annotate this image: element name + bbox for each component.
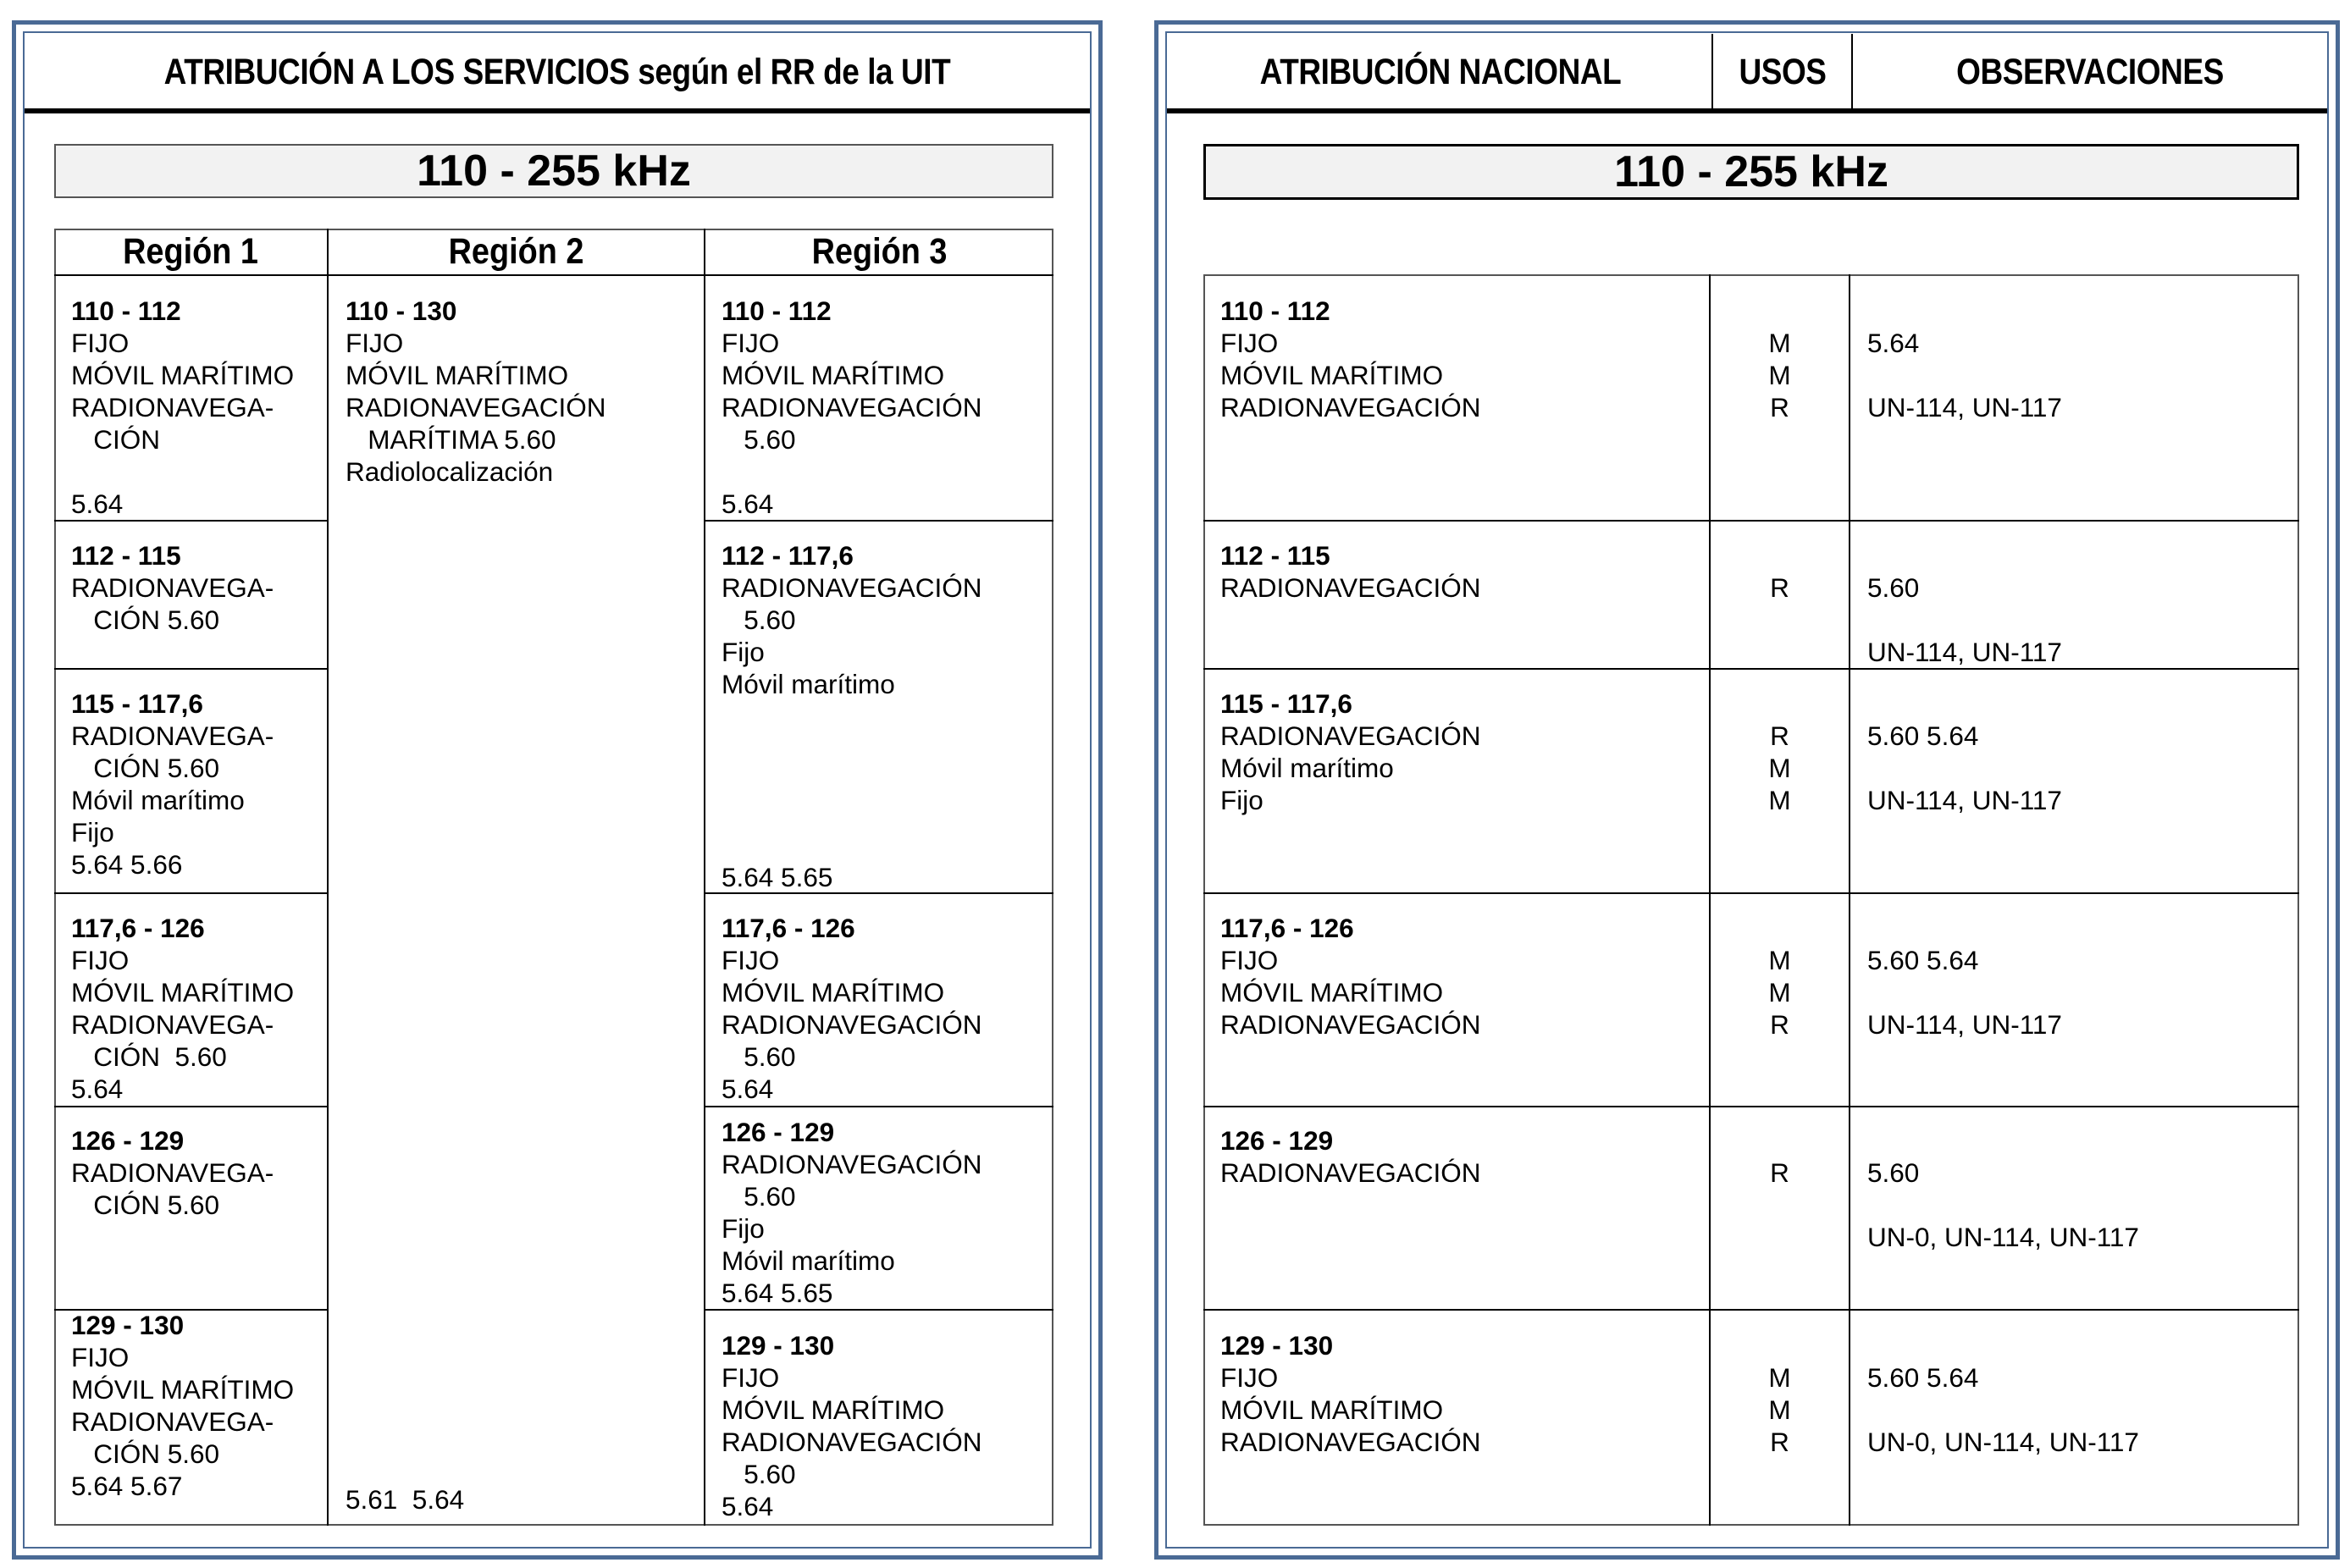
service-line: Móvil marítimo xyxy=(71,785,245,815)
obs-line xyxy=(1867,752,2291,784)
observaciones-cell xyxy=(1867,720,2291,816)
band-range: 117,6 - 126 xyxy=(1220,913,1354,943)
footnote: 5.64 xyxy=(722,489,774,519)
service-line: Fijo xyxy=(722,637,765,667)
service-line: MARÍTIMA 5.60 xyxy=(346,424,556,455)
service-line: MÓVIL MARÍTIMO xyxy=(722,360,945,390)
service-line: MÓVIL MARÍTIMO xyxy=(722,1394,945,1425)
national-allocation-header: ATRIBUCIÓN NACIONAL xyxy=(1259,51,1622,92)
service-line: 5.64 5.66 xyxy=(71,849,183,880)
usos-value: M xyxy=(1768,1362,1791,1393)
national-row-129-130 xyxy=(1220,1329,1703,1458)
r1-cell-112-115 xyxy=(71,539,325,636)
r3-row-rule xyxy=(704,1309,1053,1311)
usos-value: M xyxy=(1768,977,1791,1008)
service-line: CIÓN 5.60 xyxy=(71,1438,220,1469)
r3-cell-129-130 xyxy=(722,1329,1052,1522)
obs-line xyxy=(1867,1189,2291,1221)
band-range: 110 - 130 xyxy=(346,295,457,326)
obs-line: 5.60 xyxy=(1867,572,1920,603)
r1-cell-129-130 xyxy=(71,1309,325,1502)
usos-value: R xyxy=(1770,721,1789,751)
usos-cell xyxy=(1711,944,1849,1041)
obs-line xyxy=(1867,1394,2291,1426)
service-line: Radiolocalización xyxy=(346,456,554,487)
obs-line xyxy=(1867,976,2291,1008)
usos-value: R xyxy=(1770,572,1789,603)
observaciones-cell xyxy=(1867,327,2291,423)
usos-value: R xyxy=(1770,1157,1789,1188)
obs-line xyxy=(1867,359,2291,391)
service-line: MÓVIL MARÍTIMO xyxy=(722,977,945,1008)
national-row-117-6-126 xyxy=(1220,912,1703,1041)
service-line: Móvil marítimo xyxy=(722,669,895,699)
usos-header: USOS xyxy=(1739,51,1827,92)
service-line: FIJO xyxy=(71,945,130,975)
obs-line: 5.60 xyxy=(1867,1157,1920,1188)
national-row-112-115 xyxy=(1220,539,1703,604)
service-line: RADIONAVEGA- xyxy=(71,1157,274,1188)
band-range: 110 - 112 xyxy=(1220,295,1330,326)
observaciones-cell xyxy=(1867,571,2291,668)
service-line: RADIONAVEGACIÓN xyxy=(722,1149,982,1179)
usos-value: M xyxy=(1768,945,1791,975)
usos-value: M xyxy=(1768,753,1791,783)
service-line: RADIONAVEGA- xyxy=(71,1009,274,1040)
r1-row-rule xyxy=(54,668,327,670)
service-line: 5.60 xyxy=(722,1459,796,1489)
service-line: FIJO xyxy=(722,328,780,358)
service-line: MÓVIL MARÍTIMO xyxy=(1220,977,1444,1008)
obs-line: 5.60 5.64 xyxy=(1867,945,1979,975)
usos-value: R xyxy=(1770,392,1789,422)
service-line: 5.60 xyxy=(722,1181,796,1212)
service-line: MÓVIL MARÍTIMO xyxy=(71,1374,295,1405)
r1-cell-110-112 xyxy=(71,295,325,520)
obs-line: 5.64 xyxy=(1867,328,1920,358)
region-1-header: Región 1 xyxy=(123,230,258,272)
band-range: 129 - 130 xyxy=(722,1330,835,1361)
obs-line: UN-0, UN-114, UN-117 xyxy=(1867,1222,2139,1252)
obs-line: UN-114, UN-117 xyxy=(1867,785,2062,815)
service-line: CIÓN 5.60 xyxy=(71,605,220,635)
r2-cell-110-130 xyxy=(346,295,701,1514)
service-line: 5.64 5.65 xyxy=(722,1278,833,1308)
band-range: 129 - 130 xyxy=(71,1310,185,1340)
usos-cell xyxy=(1711,720,1849,816)
service-line: FIJO xyxy=(1220,1362,1279,1393)
usos-cell xyxy=(1711,1361,1849,1458)
national-row-115-117-6 xyxy=(1220,687,1703,816)
service-line: 5.64 xyxy=(722,1491,774,1521)
national-row-rule xyxy=(1203,668,2299,670)
service-line: 5.60 xyxy=(722,605,796,635)
national-row-rule xyxy=(1203,892,2299,894)
band-range: 117,6 - 126 xyxy=(71,913,205,943)
service-line: RADIONAVEGACIÓN xyxy=(1220,721,1481,751)
r1-cell-115-117-6 xyxy=(71,687,325,881)
national-row-rule xyxy=(1203,1309,2299,1311)
obs-line: UN-114, UN-117 xyxy=(1867,637,2062,667)
band-range: 110 - 112 xyxy=(722,295,832,326)
service-line: CIÓN xyxy=(71,424,161,455)
service-line: FIJO xyxy=(346,328,404,358)
band-range: 115 - 117,6 xyxy=(1220,688,1352,719)
national-row-110-112 xyxy=(1220,295,1703,423)
service-line: RADIONAVEGACIÓN xyxy=(1220,572,1481,603)
region-col-divider-2 xyxy=(704,229,705,1526)
service-line: MÓVIL MARÍTIMO xyxy=(1220,1394,1444,1425)
service-line: 5.60 xyxy=(722,424,796,455)
usos-value: M xyxy=(1768,360,1791,390)
footnote: 5.64 xyxy=(71,489,124,519)
service-line: Fijo xyxy=(722,1213,765,1244)
service-line: FIJO xyxy=(1220,945,1279,975)
r1-row-rule xyxy=(54,520,327,522)
service-line: CIÓN 5.60 xyxy=(71,753,220,783)
observaciones-cell xyxy=(1867,1361,2291,1458)
national-row-rule xyxy=(1203,1106,2299,1107)
itu-allocation-header: ATRIBUCIÓN A LOS SERVICIOS según el RR de la UIT xyxy=(163,51,951,92)
band-range: 117,6 - 126 xyxy=(722,913,855,943)
service-line: Fijo xyxy=(1220,785,1263,815)
service-line: FIJO xyxy=(71,1342,130,1372)
obs-line: 5.60 5.64 xyxy=(1867,1362,1979,1393)
region-2-header: Región 2 xyxy=(448,230,584,272)
service-line: RADIONAVEGACIÓN xyxy=(722,572,982,603)
region-header-rule xyxy=(54,274,1053,276)
usos-value: M xyxy=(1768,328,1791,358)
left-band-title: 110 - 255 kHz xyxy=(54,144,1053,198)
service-line: MÓVIL MARÍTIMO xyxy=(1220,360,1444,390)
band-range: 112 - 115 xyxy=(1220,540,1330,571)
band-range: 129 - 130 xyxy=(1220,1330,1334,1361)
band-range: 112 - 117,6 xyxy=(722,540,854,571)
usos-value: R xyxy=(1770,1009,1789,1040)
service-line: Móvil marítimo xyxy=(722,1245,895,1276)
national-col-divider xyxy=(1709,274,1711,1526)
obs-line: UN-0, UN-114, UN-117 xyxy=(1867,1427,2139,1457)
national-row-126-129 xyxy=(1220,1124,1703,1189)
header-divider xyxy=(1711,34,1713,110)
r1-cell-117-6-126 xyxy=(71,912,325,1105)
usos-value: M xyxy=(1768,1394,1791,1425)
service-line: 5.64 xyxy=(71,1074,124,1104)
service-line: RADIONAVEGA- xyxy=(71,1406,274,1437)
r3-cell-117-6-126 xyxy=(722,912,1052,1105)
service-line: CIÓN 5.60 xyxy=(71,1190,220,1220)
band-range: 115 - 117,6 xyxy=(71,688,203,719)
right-band-title: 110 - 255 kHz xyxy=(1203,144,2299,200)
national-col-divider xyxy=(1849,274,1850,1526)
r3-cell-126-129 xyxy=(722,1116,1052,1309)
service-line: MÓVIL MARÍTIMO xyxy=(71,977,295,1008)
service-line: FIJO xyxy=(722,945,780,975)
left-header-rule xyxy=(25,108,1090,113)
service-line: FIJO xyxy=(71,328,130,358)
footnote: 5.61 5.64 xyxy=(346,1484,465,1515)
service-line: RADIONAVEGACIÓN xyxy=(1220,1157,1481,1188)
service-line: 5.64 xyxy=(722,1074,774,1104)
service-line: CIÓN 5.60 xyxy=(71,1041,227,1072)
observaciones-header: OBSERVACIONES xyxy=(1956,51,2224,92)
service-line: MÓVIL MARÍTIMO xyxy=(71,360,295,390)
service-line: RADIONAVEGACIÓN xyxy=(1220,1427,1481,1457)
band-range: 126 - 129 xyxy=(1220,1125,1334,1156)
service-line: RADIONAVEGA- xyxy=(71,392,274,422)
service-line: MÓVIL MARÍTIMO xyxy=(346,360,569,390)
region-3-header: Región 3 xyxy=(811,230,948,272)
observaciones-cell xyxy=(1867,944,2291,1041)
right-header-rule xyxy=(1167,108,2327,113)
footnote: 5.64 5.65 xyxy=(722,862,833,892)
service-line: RADIONAVEGACIÓN xyxy=(722,1427,982,1457)
national-row-rule xyxy=(1203,520,2299,522)
r3-cell-112-117-6 xyxy=(722,539,1052,892)
usos-cell xyxy=(1711,327,1849,423)
band-range: 126 - 129 xyxy=(722,1117,835,1147)
usos-cell xyxy=(1711,1157,1849,1189)
r1-row-rule xyxy=(54,1106,327,1107)
r1-cell-126-129 xyxy=(71,1124,325,1221)
region-col-divider-1 xyxy=(327,229,329,1526)
service-line: RADIONAVEGACIÓN xyxy=(722,392,982,422)
band-range: 126 - 129 xyxy=(71,1125,185,1156)
service-line: RADIONAVEGACIÓN xyxy=(1220,392,1481,422)
band-range: 112 - 115 xyxy=(71,540,181,571)
header-divider xyxy=(1851,34,1853,110)
band-range: 110 - 112 xyxy=(71,295,181,326)
service-line: Móvil marítimo xyxy=(1220,753,1394,783)
r3-row-rule xyxy=(704,1106,1053,1107)
service-line: FIJO xyxy=(722,1362,780,1393)
usos-value: M xyxy=(1768,785,1791,815)
usos-cell xyxy=(1711,571,1849,604)
r3-row-rule xyxy=(704,520,1053,522)
obs-line: UN-114, UN-117 xyxy=(1867,1009,2062,1040)
r3-cell-110-112 xyxy=(722,295,1052,520)
obs-line: 5.60 5.64 xyxy=(1867,721,1979,751)
service-line: RADIONAVEGACIÓN xyxy=(1220,1009,1481,1040)
observaciones-cell xyxy=(1867,1157,2291,1253)
service-line: Fijo xyxy=(71,817,114,847)
obs-line: UN-114, UN-117 xyxy=(1867,392,2062,422)
service-line: 5.60 xyxy=(722,1041,796,1072)
obs-line xyxy=(1867,604,2291,636)
service-line: RADIONAVEGA- xyxy=(71,572,274,603)
service-line: RADIONAVEGACIÓN xyxy=(346,392,606,422)
usos-value: R xyxy=(1770,1427,1789,1457)
r1-row-rule xyxy=(54,892,327,894)
service-line: 5.64 5.67 xyxy=(71,1471,183,1501)
service-line: RADIONAVEGACIÓN xyxy=(722,1009,982,1040)
service-line: FIJO xyxy=(1220,328,1279,358)
service-line: RADIONAVEGA- xyxy=(71,721,274,751)
